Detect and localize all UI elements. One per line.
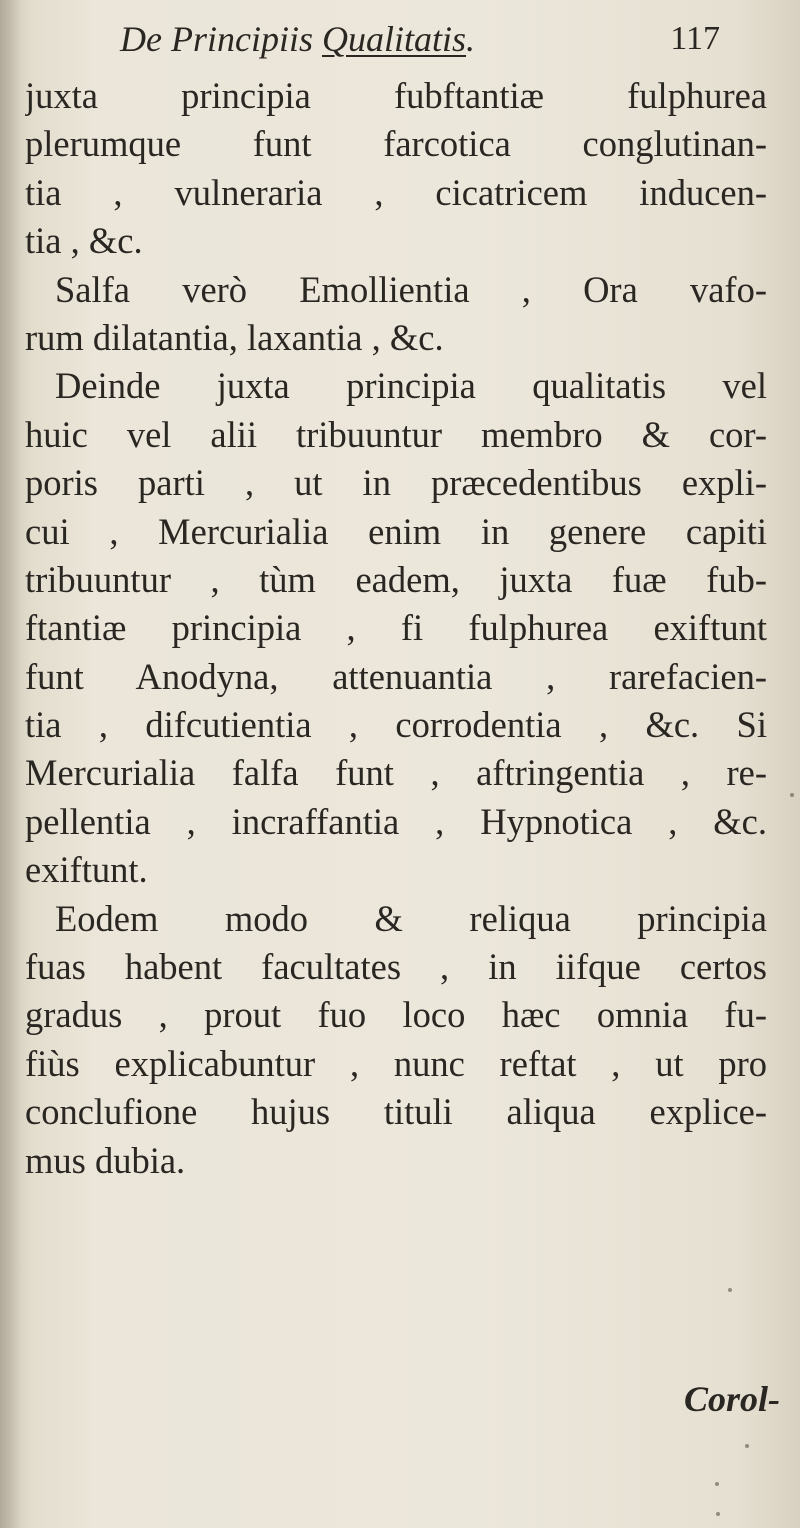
- text-line: funt Anodyna, attenuantia , rarefacien-: [25, 655, 767, 697]
- running-head: [120, 14, 720, 64]
- text-line: huic vel alii tribuuntur membro & cor-: [25, 413, 767, 455]
- text-line: conclufione hujus tituli aliqua explice-: [25, 1091, 767, 1133]
- text-line: rum dilatantia, laxantia , &c.: [25, 316, 444, 358]
- text-line: juxta principia fubftantiæ fulphurea: [25, 75, 767, 116]
- running-title-underlined: Qualitatis: [321, 19, 467, 59]
- text-line: pellentia , incraffantia , Hypnotica , &c.: [25, 800, 767, 842]
- text-line: tia , &c.: [25, 220, 143, 262]
- running-title: [120, 14, 475, 64]
- text-line: cui , Mercurialia enim in genere capiti: [25, 510, 767, 552]
- body-text: [25, 72, 767, 1185]
- page-number: 117: [670, 20, 720, 57]
- text-line: Salfa verò Emollientia , Ora vafo-: [55, 268, 767, 310]
- paper-speck: [728, 1288, 732, 1292]
- text-line: tia , vulneraria , cicatricem inducen-: [25, 171, 767, 213]
- paper-speck: [715, 1482, 719, 1486]
- paper-speck: [716, 1512, 720, 1516]
- text-line: exiftunt.: [25, 849, 148, 891]
- text-line: plerumque funt farcotica conglutinan-: [25, 123, 767, 165]
- text-line: poris parti , ut in præcedentibus expli-: [25, 462, 767, 504]
- text-line: ftantiæ principia , fi fulphurea exiftunt: [25, 607, 767, 649]
- text-line: Deinde juxta principia qualitatis vel: [55, 365, 767, 407]
- catchword: Corol-: [683, 1379, 780, 1419]
- running-title-end: .: [466, 19, 476, 59]
- text-line: tribuuntur , tùm eadem, juxta fuæ fub-: [25, 558, 767, 600]
- gutter-shadow: [0, 0, 22, 1528]
- text-line: tia , difcutientia , corrodentia , &c. Si: [25, 704, 767, 746]
- paper-speck: [790, 793, 794, 797]
- text-line: fuas habent facultates , in iifque certos: [25, 946, 767, 988]
- text-line: mus dubia.: [25, 1139, 186, 1181]
- running-title-part: De Principiis: [120, 19, 322, 59]
- text-line: fiùs explicabuntur , nunc reftat , ut pro: [25, 1042, 767, 1084]
- text-line: Mercurialia falfa funt , aftringentia , re-: [25, 752, 767, 794]
- text-line: Eodem modo & reliqua principia: [55, 897, 767, 939]
- paper-speck: [745, 1444, 749, 1448]
- text-line: gradus , prout fuo loco hæc omnia fu-: [25, 994, 767, 1036]
